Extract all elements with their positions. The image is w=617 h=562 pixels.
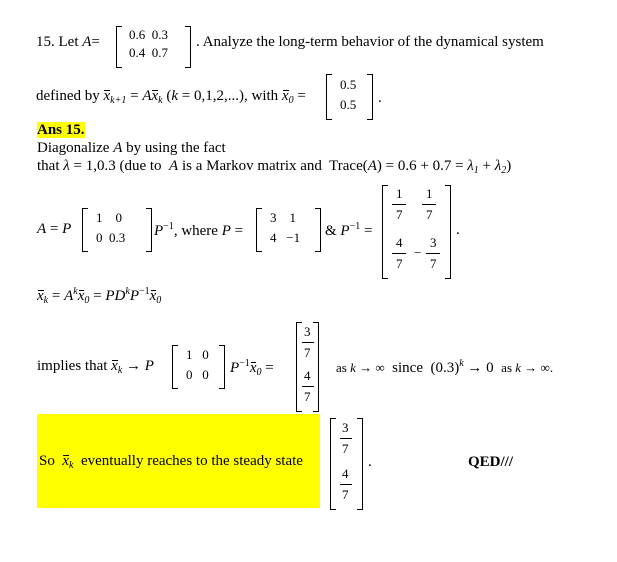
p-r2: 4 −1: [270, 230, 301, 245]
matrix-a-r1: 0.6 0.3: [129, 27, 168, 42]
qed-mark: QED///: [468, 454, 514, 470]
pinv-right-bracket: [445, 185, 451, 279]
answer-label: Ans 15.: [37, 122, 85, 138]
steady-period: .: [368, 454, 372, 470]
p-r1: 3 1: [270, 210, 296, 225]
problem-number: 15. Let A=: [36, 34, 100, 50]
d-r2: 0 0.3: [96, 230, 126, 245]
d-r1: 1 0: [96, 210, 122, 225]
steady-right-bracket: [357, 418, 363, 510]
pinv-21-num: 4: [396, 235, 403, 250]
limvec-1-den: 7: [304, 345, 311, 360]
limvec-left-bracket: [296, 322, 302, 412]
pinv-left-bracket: [382, 185, 388, 279]
as-k-text: as k → ∞ since $(0.3)^k \to 0$ as k → ∞.: [336, 358, 554, 376]
x0-r2: 0.5: [340, 97, 357, 112]
matrix-a-right-bracket: [185, 26, 191, 68]
implies-line: implies that $x_k \to P$: [37, 358, 154, 376]
d-left-bracket: [82, 208, 88, 252]
p-inverse-where: $P^{-1}$, where P =: [154, 221, 244, 239]
p-left-bracket: [256, 208, 262, 252]
pinv-period: .: [456, 222, 460, 238]
steady-1-num: 3: [342, 420, 349, 435]
conclusion-text: So $x_k$ eventually reaches to the steady state: [39, 453, 303, 471]
limd-left-bracket: [172, 345, 178, 389]
pinv-21-den: 7: [396, 256, 403, 271]
limvec-2-num: 4: [304, 368, 311, 383]
limd-r1: 1 0: [186, 347, 209, 362]
limvec-1-num: 3: [304, 324, 311, 339]
pinv-11-num: 1: [396, 186, 403, 201]
pinv-12-num: 1: [426, 186, 433, 201]
d-right-bracket: [146, 208, 152, 252]
problem-text2: defined by $x_{k+1} = Ax_k$ (k = 0,1,2,...), with $x_0$ =: [36, 88, 306, 106]
and-pinv: & $P^{-1}$ =: [325, 221, 373, 239]
matrix-a-left-bracket: [116, 26, 122, 68]
x0-r1: 0.5: [340, 77, 357, 92]
xk-expansion: $x_k = A^kx_0 = PD^kP^{-1}x_0$: [37, 286, 162, 306]
steady-1-den: 7: [342, 441, 349, 456]
limvec-2-den: 7: [304, 389, 311, 404]
answer-line2: that λ = 1,0.3 (due to A is a Markov matrix and Trace(A) = $0.6 + 0.7 = \lambda_1 + \lambda_2$): [37, 158, 512, 176]
pinv-x0: $P^{-1}x_0$ =: [230, 358, 274, 378]
steady-left-bracket: [330, 418, 336, 510]
x0-right-bracket: [367, 74, 373, 120]
x0-period: .: [378, 90, 382, 106]
steady-2-den: 7: [342, 487, 349, 502]
matrix-a-r2: 0.4 0.7: [129, 45, 168, 60]
limd-r2: 0 0: [186, 367, 209, 382]
answer-line1: Diagonalize A by using the fact: [37, 140, 226, 156]
x0-left-bracket: [326, 74, 332, 120]
pinv-22-den: 7: [430, 256, 437, 271]
pinv-22-num: 3: [430, 235, 437, 250]
diag-eq: A = P: [37, 221, 72, 237]
problem-text1: . Analyze the long-term behavior of the dynamical system: [196, 34, 544, 50]
pinv-12-den: 7: [426, 207, 433, 222]
pinv-22-minus: −: [414, 245, 422, 260]
pinv-11-den: 7: [396, 207, 403, 222]
steady-2-num: 4: [342, 466, 349, 481]
limd-right-bracket: [219, 345, 225, 389]
limvec-right-bracket: [313, 322, 319, 412]
p-right-bracket: [315, 208, 321, 252]
